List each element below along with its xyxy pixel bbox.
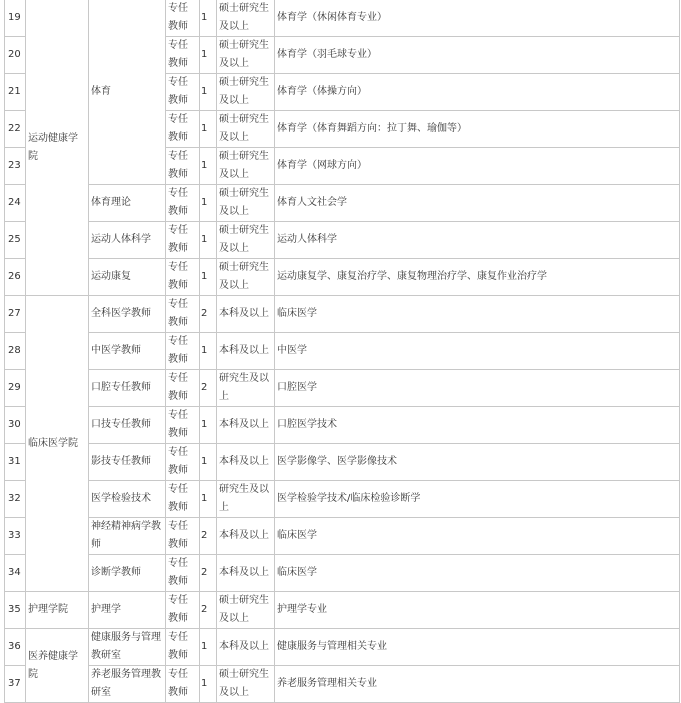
position-type-cell: 专任教师 (166, 333, 200, 370)
department-cell: 口腔专任教师 (89, 370, 166, 407)
position-type-cell: 专任教师 (166, 148, 200, 185)
position-type-cell: 专任教师 (166, 370, 200, 407)
department-cell: 体育理论 (89, 185, 166, 222)
education-cell: 硕士研究生及以上 (217, 259, 275, 296)
major-cell: 运动康复学、康复治疗学、康复物理治疗学、康复作业治疗学 (275, 259, 680, 296)
position-type-cell: 专任教师 (166, 444, 200, 481)
education-cell: 研究生及以上 (217, 481, 275, 518)
department-cell: 影技专任教师 (89, 444, 166, 481)
headcount-cell: 2 (200, 296, 217, 333)
row-number: 21 (5, 74, 26, 111)
position-type-cell: 专任教师 (166, 185, 200, 222)
department-cell: 医学检验技术 (89, 481, 166, 518)
row-number: 35 (5, 592, 26, 629)
department-cell: 运动康复 (89, 259, 166, 296)
table-row (5, 444, 680, 481)
table-row (5, 222, 680, 259)
department-cell: 诊断学教师 (89, 555, 166, 592)
major-cell: 养老服务管理相关专业 (275, 666, 680, 703)
major-cell: 临床医学 (275, 296, 680, 333)
row-number: 30 (5, 407, 26, 444)
position-type-cell: 专任教师 (166, 259, 200, 296)
headcount-cell: 1 (200, 407, 217, 444)
table-row (5, 555, 680, 592)
major-cell: 口腔医学 (275, 370, 680, 407)
table-row (5, 666, 680, 703)
education-cell: 研究生及以上 (217, 370, 275, 407)
position-type-cell: 专任教师 (166, 629, 200, 666)
education-cell: 本科及以上 (217, 333, 275, 370)
education-cell: 本科及以上 (217, 518, 275, 555)
major-cell: 体育学（休闲体育专业） (275, 0, 680, 37)
major-cell: 健康服务与管理相关专业 (275, 629, 680, 666)
education-cell: 硕士研究生及以上 (217, 666, 275, 703)
education-cell: 本科及以上 (217, 629, 275, 666)
headcount-cell: 1 (200, 444, 217, 481)
row-number: 22 (5, 111, 26, 148)
education-cell: 硕士研究生及以上 (217, 74, 275, 111)
position-type-cell: 专任教师 (166, 74, 200, 111)
table-row (5, 370, 680, 407)
position-type-cell: 专任教师 (166, 481, 200, 518)
education-cell: 本科及以上 (217, 407, 275, 444)
department-cell: 全科医学教师 (89, 296, 166, 333)
row-number: 28 (5, 333, 26, 370)
headcount-cell: 1 (200, 666, 217, 703)
row-number: 19 (5, 0, 26, 37)
table-row (5, 629, 680, 666)
headcount-cell: 1 (200, 0, 217, 37)
table-row (5, 407, 680, 444)
headcount-cell: 2 (200, 592, 217, 629)
headcount-cell: 1 (200, 481, 217, 518)
headcount-cell: 1 (200, 185, 217, 222)
department-cell: 口技专任教师 (89, 407, 166, 444)
major-cell: 口腔医学技术 (275, 407, 680, 444)
position-type-cell: 专任教师 (166, 555, 200, 592)
row-number: 23 (5, 148, 26, 185)
position-type-cell: 专任教师 (166, 296, 200, 333)
department-cell: 中医学教师 (89, 333, 166, 370)
table-row (5, 185, 680, 222)
college-cell: 临床医学院 (26, 296, 89, 592)
education-cell: 硕士研究生及以上 (217, 592, 275, 629)
department-cell: 养老服务管理教研室 (89, 666, 166, 703)
department-cell: 体育 (89, 0, 166, 185)
major-cell: 护理学专业 (275, 592, 680, 629)
major-cell: 运动人体科学 (275, 222, 680, 259)
college-cell: 护理学院 (26, 592, 89, 629)
position-type-cell: 专任教师 (166, 666, 200, 703)
headcount-cell: 1 (200, 37, 217, 74)
headcount-cell: 2 (200, 518, 217, 555)
education-cell: 本科及以上 (217, 555, 275, 592)
education-cell: 硕士研究生及以上 (217, 185, 275, 222)
major-cell: 体育人文社会学 (275, 185, 680, 222)
table-row (5, 592, 680, 629)
recruitment-table (4, 0, 680, 703)
position-type-cell: 专任教师 (166, 111, 200, 148)
major-cell: 临床医学 (275, 518, 680, 555)
education-cell: 硕士研究生及以上 (217, 222, 275, 259)
college-cell: 医养健康学院 (26, 629, 89, 703)
college-cell: 运动健康学院 (26, 0, 89, 296)
row-number: 25 (5, 222, 26, 259)
department-cell: 护理学 (89, 592, 166, 629)
headcount-cell: 1 (200, 74, 217, 111)
row-number: 34 (5, 555, 26, 592)
education-cell: 本科及以上 (217, 444, 275, 481)
position-type-cell: 专任教师 (166, 37, 200, 74)
table-row (5, 259, 680, 296)
major-cell: 体育学（羽毛球专业） (275, 37, 680, 74)
headcount-cell: 2 (200, 370, 217, 407)
education-cell: 硕士研究生及以上 (217, 37, 275, 74)
position-type-cell: 专任教师 (166, 222, 200, 259)
headcount-cell: 1 (200, 111, 217, 148)
table-row (5, 296, 680, 333)
major-cell: 体育学（体育舞蹈方向：拉丁舞、瑜伽等） (275, 111, 680, 148)
education-cell: 硕士研究生及以上 (217, 148, 275, 185)
row-number: 32 (5, 481, 26, 518)
education-cell: 本科及以上 (217, 296, 275, 333)
row-number: 24 (5, 185, 26, 222)
major-cell: 体育学（网球方向） (275, 148, 680, 185)
position-type-cell: 专任教师 (166, 592, 200, 629)
position-type-cell: 专任教师 (166, 0, 200, 37)
department-cell: 健康服务与管理教研室 (89, 629, 166, 666)
department-cell: 神经精神病学教师 (89, 518, 166, 555)
headcount-cell: 1 (200, 148, 217, 185)
row-number: 37 (5, 666, 26, 703)
headcount-cell: 1 (200, 222, 217, 259)
major-cell: 临床医学 (275, 555, 680, 592)
headcount-cell: 2 (200, 555, 217, 592)
table-row (5, 333, 680, 370)
table-row (5, 0, 680, 37)
headcount-cell: 1 (200, 259, 217, 296)
position-type-cell: 专任教师 (166, 407, 200, 444)
major-cell: 体育学（体操方向） (275, 74, 680, 111)
row-number: 36 (5, 629, 26, 666)
headcount-cell: 1 (200, 333, 217, 370)
row-number: 26 (5, 259, 26, 296)
position-type-cell: 专任教师 (166, 518, 200, 555)
education-cell: 硕士研究生及以上 (217, 0, 275, 37)
major-cell: 医学影像学、医学影像技术 (275, 444, 680, 481)
major-cell: 医学检验学技术/临床检验诊断学 (275, 481, 680, 518)
headcount-cell: 1 (200, 629, 217, 666)
row-number: 29 (5, 370, 26, 407)
major-cell: 中医学 (275, 333, 680, 370)
row-number: 20 (5, 37, 26, 74)
table-row (5, 518, 680, 555)
row-number: 33 (5, 518, 26, 555)
row-number: 27 (5, 296, 26, 333)
table-row (5, 481, 680, 518)
education-cell: 硕士研究生及以上 (217, 111, 275, 148)
row-number: 31 (5, 444, 26, 481)
department-cell: 运动人体科学 (89, 222, 166, 259)
